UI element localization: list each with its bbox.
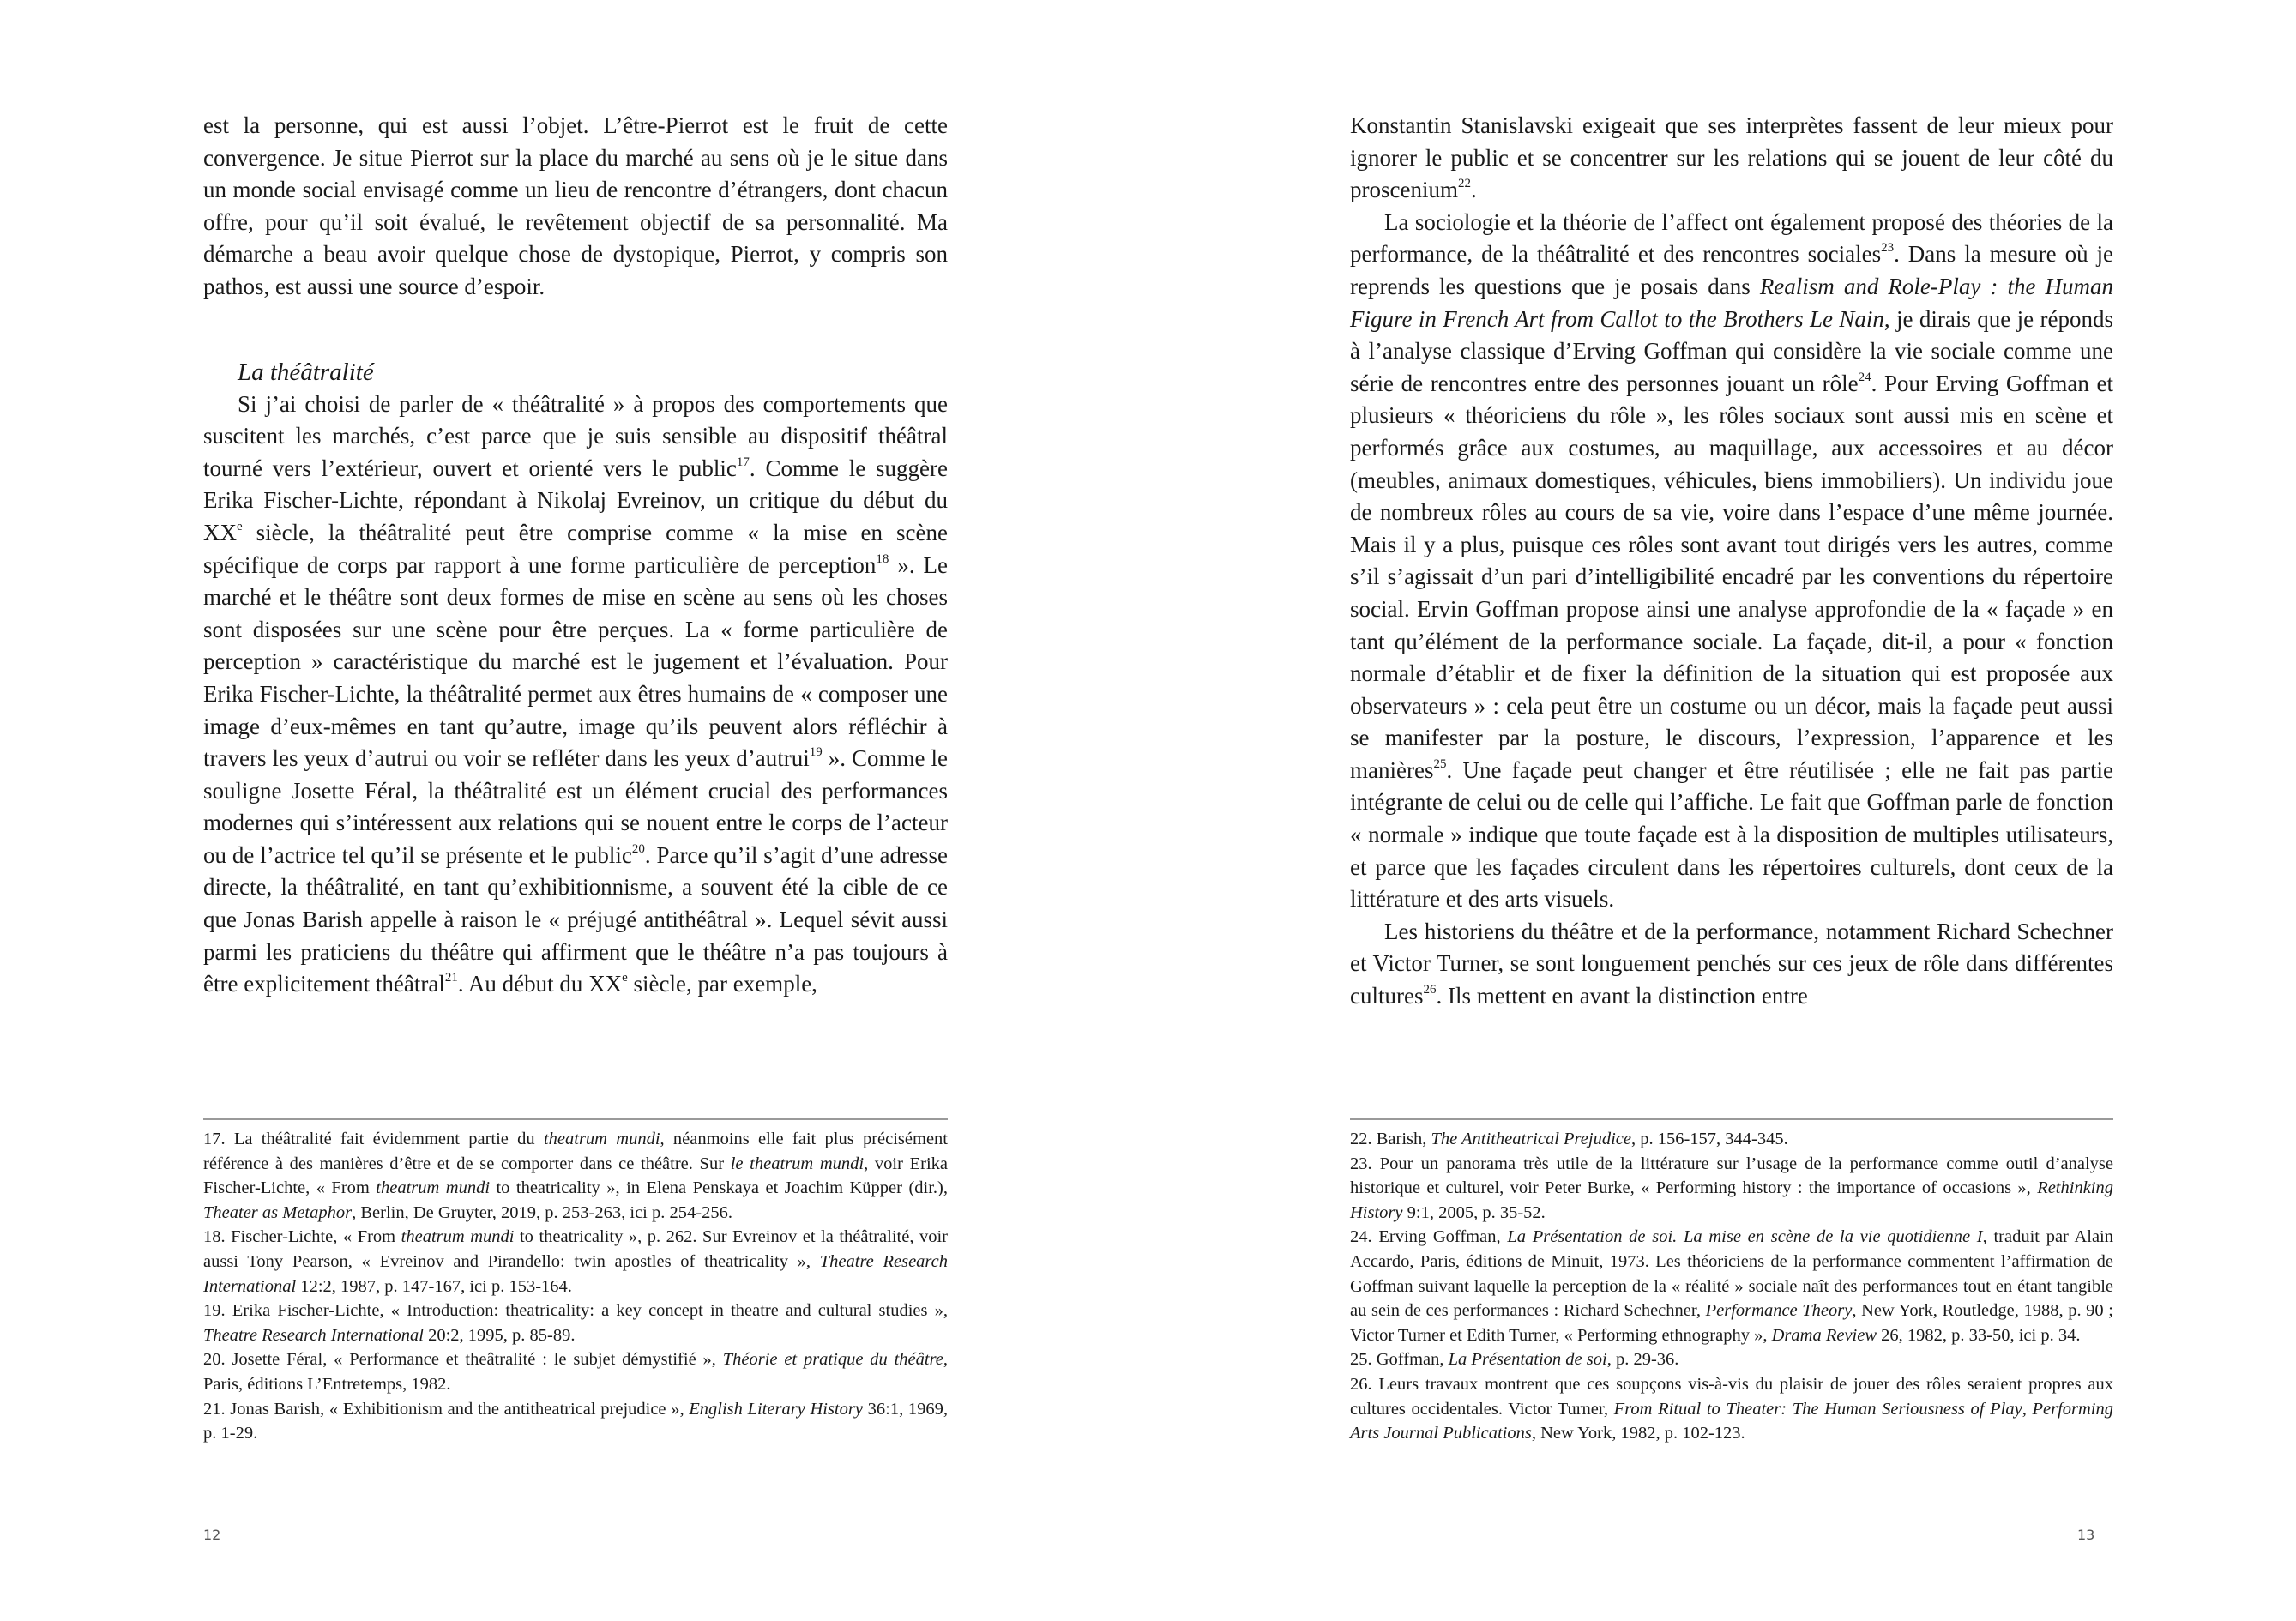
italic-text: Rethinking History bbox=[1350, 1178, 2113, 1222]
text-run: 20. Josette Féral, « Performance et theâtralité : le subjet démystifié », bbox=[203, 1350, 723, 1370]
italic-text: From Ritual to Theater: The Human Seriousness of Play bbox=[1613, 1399, 2022, 1419]
right-body-text bbox=[1350, 110, 2113, 1013]
italic-text: theatrum mundi bbox=[543, 1130, 660, 1148]
footnote-ref: 17 bbox=[736, 455, 750, 469]
text-run: 22. Barish, bbox=[1350, 1130, 1431, 1148]
text-run: , p. 156-157, 344-345. bbox=[1630, 1130, 1788, 1148]
text-run: 26. Leurs travaux montrent que ces soupçons vis-à-vis du plaisir de jouer des rôles seraient propres aux cultures occidentales. Victor Turner, bbox=[1350, 1374, 2113, 1419]
footnote-rule bbox=[1350, 1118, 2113, 1120]
text-run: . Comme le suggère Erika Fischer-Lichte, répondant à Nikolaj Evreinov, un critique du début du XX bbox=[203, 455, 949, 545]
text-run: 25. Goffman, bbox=[1350, 1350, 1449, 1370]
text-run: , p. 29-36. bbox=[1606, 1350, 1679, 1370]
italic-text: Realism and Role-Play : the Human Figure in French Art from Callot to the Brothers Le Nain bbox=[1350, 273, 2113, 332]
right-footnotes bbox=[1350, 1127, 2113, 1446]
footnote-20 bbox=[203, 1347, 948, 1396]
text-run: 9:1, 2005, p. 35-52. bbox=[1402, 1202, 1546, 1222]
italic-text: le theatrum mundi bbox=[730, 1154, 865, 1173]
italic-text: La Présentation de soi. La mise en scène de la vie quotidienne I bbox=[1507, 1227, 1983, 1247]
text-run: Les historiens du théâtre et de la performance, notamment Richard Schechner et Victor Turner, se sont longuement penchés sur ces jeux de rôle dans différentes cultures bbox=[1350, 918, 2113, 1009]
text-run: , traduit par Alain Accardo, Paris, éditions de Minuit, 1973. Les théoriciens de la performance commentent l’affirmation de Goffman suivant laquelle la perception de la « réalité » sociale naît des performances tout en étant tangible au sein de ces performances : Richard Schechner, bbox=[1350, 1227, 2113, 1321]
text-run: to theatricality », in Elena Penskaya et Joachim Küpper (dir.), bbox=[490, 1178, 948, 1198]
text-run: 24. Erving Goffman, bbox=[1350, 1227, 1508, 1247]
text-run: . Pour Erving Goffman et plusieurs « théoriciens du rôle », les rôles sociaux sont aussi mis en scène et performés grâce aux costumes, au maquillage, aux accessoires et au décor (meubles, animaux domestiques, véhicules, biens immobiliers). Un individu joue de nombreux rôles au cours de sa vie, voire dans l’espace d’une même journée. Mais il y a plus, puisque ces rôles sont avant tout dirigés vers les autres, comme s’il s’agissait d’un pari d’intelligibilité encadré par les conventions du répertoire social. Ervin Goffman propose ainsi une analyse approfondie de la « façade » en tant qu’élément de la performance sociale. La façade, dit-il, a pour « fonction normale d’établir et de fixer la définition de la situation qui est proposée aux observateurs » : cela peut être un costume ou un décor, mais la façade peut aussi se manifester par la posture, le discours, l’expression, l’apparence et les manières bbox=[1350, 370, 2113, 783]
text-run: 17. La théâtralité fait évidemment partie du bbox=[203, 1130, 544, 1148]
text-run: siècle, la théâtralité peut être comprise comme « la mise en scène spécifique de corps par rapport à une forme particulière de perception bbox=[203, 519, 948, 578]
italic-text: Théorie et pratique du théâtre bbox=[722, 1350, 943, 1370]
footnote-19 bbox=[203, 1299, 948, 1347]
italic-text: theatrum mundi bbox=[401, 1227, 515, 1247]
right-paragraphs bbox=[1350, 110, 2113, 1013]
text-run: 19. Erika Fischer-Lichte, « Introduction: theatricality: a key concept in theatre and cultural studies », bbox=[203, 1301, 948, 1321]
text-run: est la personne, qui est aussi l’objet. L’être-Pierrot est le fruit de cette convergence. Je situe Pierrot sur la place du marché au sens où je le situe dans un monde social envisagé comme un lieu de rencontre d’étrangers, dont chacun offre, pour qu’il soit évalué, le revêtement objectif de sa personnalité. Ma démarche a beau avoir quelque chose de dystopique, Pierrot, y compris son pathos, est aussi une source d’espoir. bbox=[203, 112, 948, 299]
italic-text: Performing Arts Journal Publications bbox=[1350, 1399, 2114, 1443]
left-footnotes bbox=[203, 1127, 948, 1446]
footnote-25 bbox=[1350, 1347, 2113, 1372]
text-run: 21. Jonas Barish, « Exhibitionism and the antitheatrical prejudice », bbox=[203, 1399, 690, 1419]
text-run: , je dirais que je réponds à l’analyse classique d’Erving Goffman qui considère la vie sociale comme une série de rencontres entre des personnes jouant un rôle bbox=[1350, 305, 2113, 396]
text-run: 20:2, 1995, p. 85-89. bbox=[423, 1325, 576, 1345]
italic-text: Performance Theory bbox=[1705, 1301, 1853, 1321]
text-run: , New York, Routledge, 1988, p. 90 ; Victor Turner et Edith Turner, « Performing ethnography », bbox=[1350, 1301, 2113, 1345]
text-run: , néanmoins elle fait plus précisément référence à des manières d’être et de se comporter dans ce théâtre. Sur bbox=[203, 1130, 948, 1173]
text-run: , Paris, éditions L’Entretemps, 1982. bbox=[203, 1350, 949, 1394]
footnote-ref: 21 bbox=[444, 971, 458, 985]
text-run: , New York, 1982, p. 102-123. bbox=[1531, 1424, 1745, 1443]
text-run: , bbox=[2022, 1399, 2033, 1419]
footnote-rule bbox=[203, 1118, 948, 1120]
footnote-24 bbox=[1350, 1225, 2113, 1347]
footnote-ref: 23 bbox=[1881, 241, 1895, 256]
text-run: 26, 1982, p. 33-50, ici p. 34. bbox=[1877, 1325, 2081, 1345]
text-run: . Une façade peut changer et être réutilisée ; elle ne fait pas partie intégrante de celui ou de celle qui l’affiche. Le fait que Goffman parle de fonction « normale » indique que toute façade est à la disposition de multiples utilisateurs, et parce que les façades circulent dans les répertoires culturels, dont ceux de la littérature et des arts visuels. bbox=[1350, 756, 2113, 913]
footnote-ref: 19 bbox=[809, 745, 823, 760]
footnote-ref: e bbox=[237, 519, 243, 533]
text-run: ». Le marché et le théâtre sont deux formes de mise en scène au sens où les choses sont disposées sur une scène pour être perçues. La « forme particulière de perception » caractéristique du marché est le jugement et l’évaluation. Pour Erika Fischer-Lichte, la théâtralité permet aux êtres humains de « composer une image d’eux-mêmes en tant qu’autre, image qu’ils peuvent alors réfléchir à travers les yeux d’autrui ou voir se refléter dans les yeux d’autrui bbox=[203, 551, 948, 772]
text-run: 18. Fischer-Lichte, « From bbox=[203, 1227, 401, 1247]
footnote-ref: e bbox=[622, 971, 628, 985]
footnote-ref: 20 bbox=[631, 841, 645, 856]
italic-text: Drama Review bbox=[1771, 1325, 1877, 1345]
paragraph bbox=[203, 389, 948, 1001]
text-run: . Au début du XX bbox=[457, 971, 623, 997]
footnote-ref: 18 bbox=[876, 551, 889, 566]
text-run: 12:2, 1987, p. 147-167, ici p. 153-164. bbox=[296, 1276, 572, 1296]
text-run: 36:1, 1969, p. 1-29. bbox=[203, 1399, 948, 1443]
right-page bbox=[1148, 0, 2296, 1621]
italic-text: La Présentation de soi bbox=[1448, 1350, 1607, 1370]
paragraph bbox=[203, 110, 948, 304]
footnote-23 bbox=[1350, 1152, 2113, 1226]
left-paragraphs bbox=[203, 110, 948, 304]
page-number: 13 bbox=[2077, 1527, 2095, 1543]
footnote-ref: 26 bbox=[1423, 983, 1437, 997]
left-body-text bbox=[203, 110, 948, 1001]
paragraph bbox=[1350, 916, 2113, 1013]
text-run: ». Comme le souligne Josette Féral, la théâtralité est un élément crucial des performances modernes qui s’intéressent aux relations qui se nouent entre le corps de l’acteur ou de l’actrice tel qu’il se présente et le public bbox=[203, 745, 948, 868]
text-run: . bbox=[1470, 177, 1477, 203]
paragraph bbox=[1350, 110, 2113, 207]
text-run: La sociologie et la théorie de l’affect ont également proposé des théories de la performance, de la théâtralité et des rencontres sociales bbox=[1350, 208, 2113, 268]
text-run: siècle, par exemple, bbox=[627, 971, 817, 997]
section-paragraphs bbox=[203, 389, 948, 1001]
text-run: , Berlin, De Gruyter, 2019, p. 253-263, ici p. 254-256. bbox=[352, 1202, 732, 1222]
footnote-ref: 25 bbox=[1433, 756, 1447, 771]
text-run: . Parce qu’il s’agit d’une adresse directe, la théâtralité, en tant qu’exhibitionnisme, a souvent été la cible de ce que Jonas Barish appelle à raison le « préjugé antithéâtral ». Lequel sévit aussi parmi les praticiens du théâtre qui affirment que le théâtre n’a pas toujours à être explicitement théâtral bbox=[203, 841, 948, 997]
italic-text: Theater as Metaphor bbox=[203, 1202, 353, 1222]
footnote-ref: 22 bbox=[1457, 177, 1471, 191]
text-run: , voir Erika Fischer-Lichte, « From bbox=[203, 1154, 948, 1198]
italic-text: Theatre Research International bbox=[203, 1325, 424, 1345]
text-run: . Dans la mesure où je reprends les questions que je posais dans bbox=[1350, 241, 2114, 299]
text-run: Konstantin Stanislavski exigeait que ses interprètes fassent de leur mieux pour ignorer le public et se concentrer sur les relations qui se jouent de leur côté du proscenium bbox=[1350, 112, 2113, 203]
page-number: 12 bbox=[203, 1527, 221, 1543]
text-run: to theatricality », p. 262. Sur Evreinov et la théâtralité, voir aussi Tony Pearson, « Evreinov and Pirandello: twin apostles of theatricality », bbox=[203, 1227, 948, 1271]
footnote-21 bbox=[203, 1397, 948, 1446]
footnote-ref: 24 bbox=[1858, 370, 1871, 384]
text-run: . Ils mettent en avant la distinction entre bbox=[1436, 983, 1808, 1009]
footnote-26 bbox=[1350, 1372, 2113, 1446]
text-run: Si j’ai choisi de parler de « théâtralité » à propos des comportements que suscitent les marchés, c’est parce que je suis sensible au dispositif théâtral tourné vers l’extérieur, ouvert et orienté vers le public bbox=[203, 390, 948, 481]
italic-text: The Antitheatrical Prejudice bbox=[1431, 1130, 1631, 1148]
italic-text: English Literary History bbox=[689, 1399, 863, 1419]
footnote-17 bbox=[203, 1127, 948, 1225]
text-run: 23. Pour un panorama très utile de la littérature sur l’usage de la performance comme outil d’analyse historique et culturel, voir Peter Burke, « Performing history : the importance of occasions », bbox=[1350, 1154, 2113, 1198]
footnote-18 bbox=[203, 1225, 948, 1299]
footnote-22 bbox=[1350, 1127, 2113, 1152]
paragraph bbox=[1350, 207, 2113, 916]
italic-text: theatrum mundi bbox=[376, 1178, 491, 1198]
italic-text: Theatre Research International bbox=[203, 1251, 948, 1296]
section-heading: La théâtralité bbox=[238, 358, 374, 386]
